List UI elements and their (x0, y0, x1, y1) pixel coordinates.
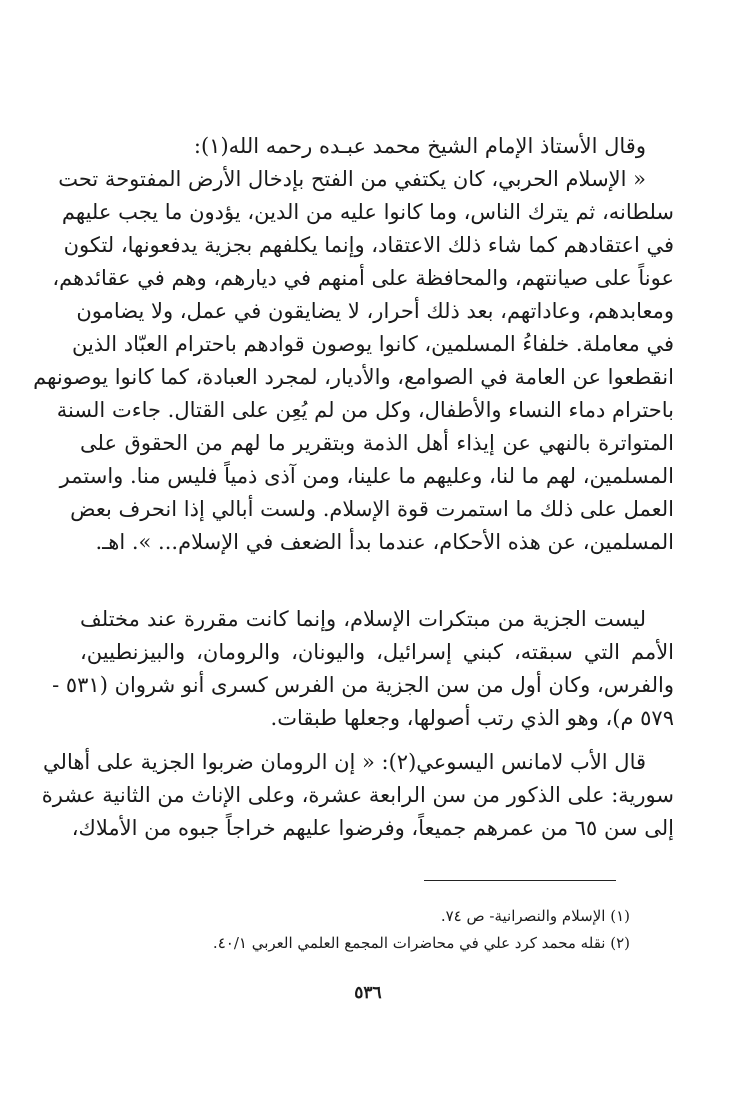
text-line: ومعابدهم، وعاداتهم، بعد ذلك أحرار، لا يضايقون في عمل، ولا يضامون (76, 299, 674, 323)
text-line: الأمم التي سبقته، كبني إسرائيل، واليونان، والرومان، والبيزنطيين، (80, 640, 674, 664)
text-line: سورية: على الذكور من سن الرابعة عشرة، وعلى الإناث من الثانية عشرة (41, 783, 674, 807)
text-line: ليست الجزية من مبتكرات الإسلام، وإنما كانت مقررة عند مختلف (80, 607, 646, 631)
text-line: في اعتقادهم كما شاء ذلك الاعتقاد، وإنما يكلفهم بجزية يدفعونها، لتكون (63, 233, 674, 257)
text-line: المسلمين، عن هذه الأحكام، عندما بدأ الضعف في الإسلام... ». اهـ. (95, 530, 674, 554)
text-line: إلى سن ٦٥ من عمرهم جميعاً، وفرضوا عليهم خراجاً جبوه من الأملاك، (71, 816, 674, 840)
text-line: ٥٧٩ م)، وهو الذي رتب أصولها، وجعلها طبقات. (270, 706, 674, 730)
text-line: قال الأب لامانس اليسوعي(٢): « إن الرومان ضربوا الجزية على أهالي (43, 750, 646, 774)
text-line: المسلمين، لهم ما لنا، وعليهم ما علينا، ومن آذى ذمياً فليس منا. واستمر (59, 464, 674, 488)
text-line: العمل على ذلك ما استمرت قوة الإسلام. ولست أبالي إذا انحرف بعض (70, 497, 674, 521)
text-line: المتواترة بالنهي عن إيذاء أهل الذمة وبتقرير ما لهم من الحقوق على (80, 431, 674, 455)
text-line: انقطعوا عن العامة في الصوامع، والأديار، لمجرد العبادة، كما كانوا يوصونهم (33, 365, 674, 389)
intro-line (80, 130, 674, 163)
text-line: في معاملة. خلفاءُ المسلمين، كانوا يوصون قوادهم باحترام العبّاد الذين (71, 332, 674, 356)
footnote-1: (١) الإسلام والنصرانية- ص ٧٤. (440, 907, 630, 925)
text-line: عوناً على صيانتهم، والمحافظة على أمنهم في ديارهم، وهم في عقائدهم، (52, 266, 674, 290)
text-line: « الإسلام الحربي، كان يكتفي من الفتح بإدخال الأرض المفتوحة تحت (58, 167, 646, 191)
footnote-2: (٢) نقله محمد كرد علي في محاضرات المجمع العلمي العربي ٤٠/١. (212, 934, 630, 952)
footnotes (80, 903, 630, 957)
quote-paragraph (33, 163, 674, 559)
text-line: والفرس، وكان أول من سن الجزية من الفرس كسرى أنو شروان (٥٣١ - (52, 673, 674, 697)
footnote-separator (424, 880, 616, 881)
jizya-history-paragraph (52, 603, 674, 735)
text-line: باحترام دماء النساء والأطفال، وكل من لم يُعِن على القتال. جاءت السنة (56, 398, 674, 422)
intro-text: وقال الأستاذ الإمام الشيخ محمد عبـده رحمه الله(١): (193, 134, 646, 158)
page-number: ٥٣٦ (354, 983, 382, 1003)
text-line: سلطانه، ثم يترك الناس، وما كانوا عليه من الدين، يؤدون ما يجب عليهم (61, 200, 674, 224)
lammens-quote-paragraph (41, 746, 674, 845)
